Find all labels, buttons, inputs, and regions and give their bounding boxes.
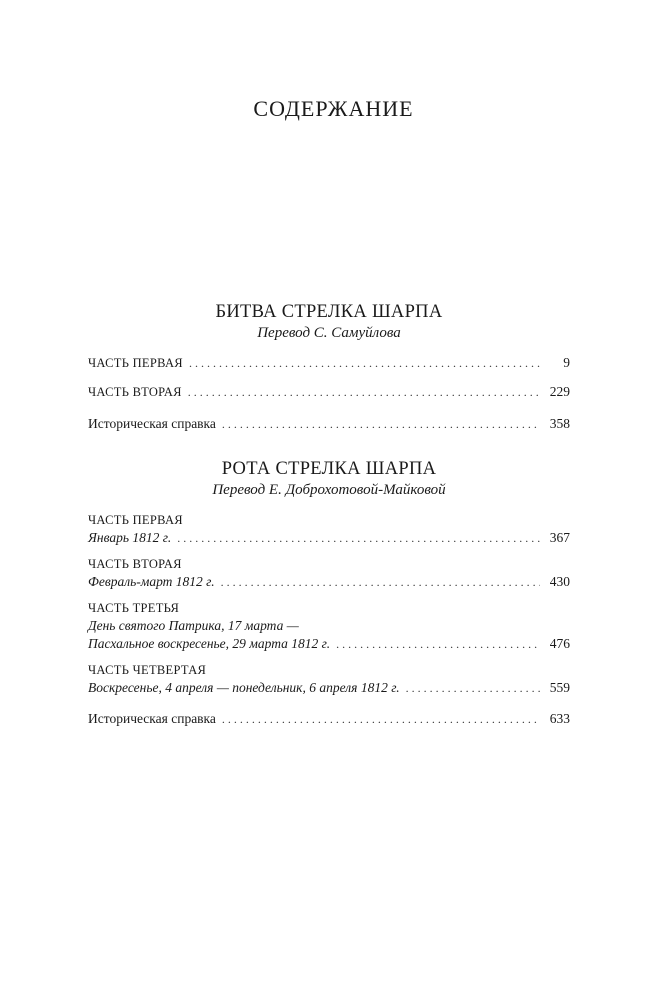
toc-entry[interactable] (88, 661, 570, 697)
dot-leader (188, 383, 540, 401)
entry-label: Февраль-март 1812 г. (88, 574, 215, 589)
page-number: 430 (549, 574, 570, 589)
page-number: 367 (549, 530, 570, 545)
toc-entry[interactable] (88, 710, 570, 728)
page-number: 229 (549, 384, 570, 399)
entry-label: Историческая справка (88, 416, 216, 431)
dot-leader (222, 710, 540, 728)
entry-label: Воскресенье, 4 апреля — понедельник, 6 апреля 1812 г. (88, 680, 400, 695)
page-number: 9 (563, 355, 570, 370)
entry-label: Историческая справка (88, 711, 216, 726)
toc-section-1 (88, 302, 570, 342)
page-title: содержание (253, 88, 414, 123)
entry-label: Пасхальное воскресенье, 29 марта 1812 г. (88, 636, 331, 651)
toc-entry[interactable] (88, 415, 570, 433)
section-title: РОТА СТРЕЛКА ШАРПА (221, 459, 437, 479)
toc-section-2 (88, 459, 570, 499)
dot-leader (222, 415, 540, 433)
toc-entry[interactable] (88, 555, 570, 591)
part-heading: ЧАСТЬ ВТОРАЯ (88, 557, 182, 571)
toc-entry[interactable] (88, 354, 570, 372)
dot-leader (406, 679, 540, 697)
page-number: 559 (549, 680, 570, 695)
part-heading: ЧАСТЬ ЧЕТВЕРТАЯ (88, 663, 207, 677)
part-heading: ЧАСТЬ ТРЕТЬЯ (88, 601, 180, 615)
toc-entry[interactable] (88, 599, 570, 653)
page-number: 358 (549, 416, 570, 431)
page-number: 476 (549, 636, 570, 651)
dot-leader (336, 635, 540, 653)
entry-label: ЧАСТЬ ПЕРВАЯ (88, 356, 183, 370)
part-heading: ЧАСТЬ ПЕРВАЯ (88, 513, 183, 527)
section-translator: Перевод Е. Доброхотовой-Майковой (212, 482, 446, 498)
page-number: 633 (549, 711, 570, 726)
entry-label-line1: День святого Патрика, 17 марта — (88, 618, 299, 633)
entry-label: Январь 1812 г. (88, 530, 172, 545)
dot-leader (221, 573, 540, 591)
toc-entry[interactable] (88, 511, 570, 547)
dot-leader (177, 529, 540, 547)
section-translator: Перевод С. Самуйлова (257, 325, 401, 341)
section-title: БИТВА СТРЕЛКА ШАРПА (215, 302, 443, 322)
entry-label: ЧАСТЬ ВТОРАЯ (88, 385, 182, 399)
dot-leader (189, 354, 540, 372)
toc-entry[interactable] (88, 383, 570, 401)
